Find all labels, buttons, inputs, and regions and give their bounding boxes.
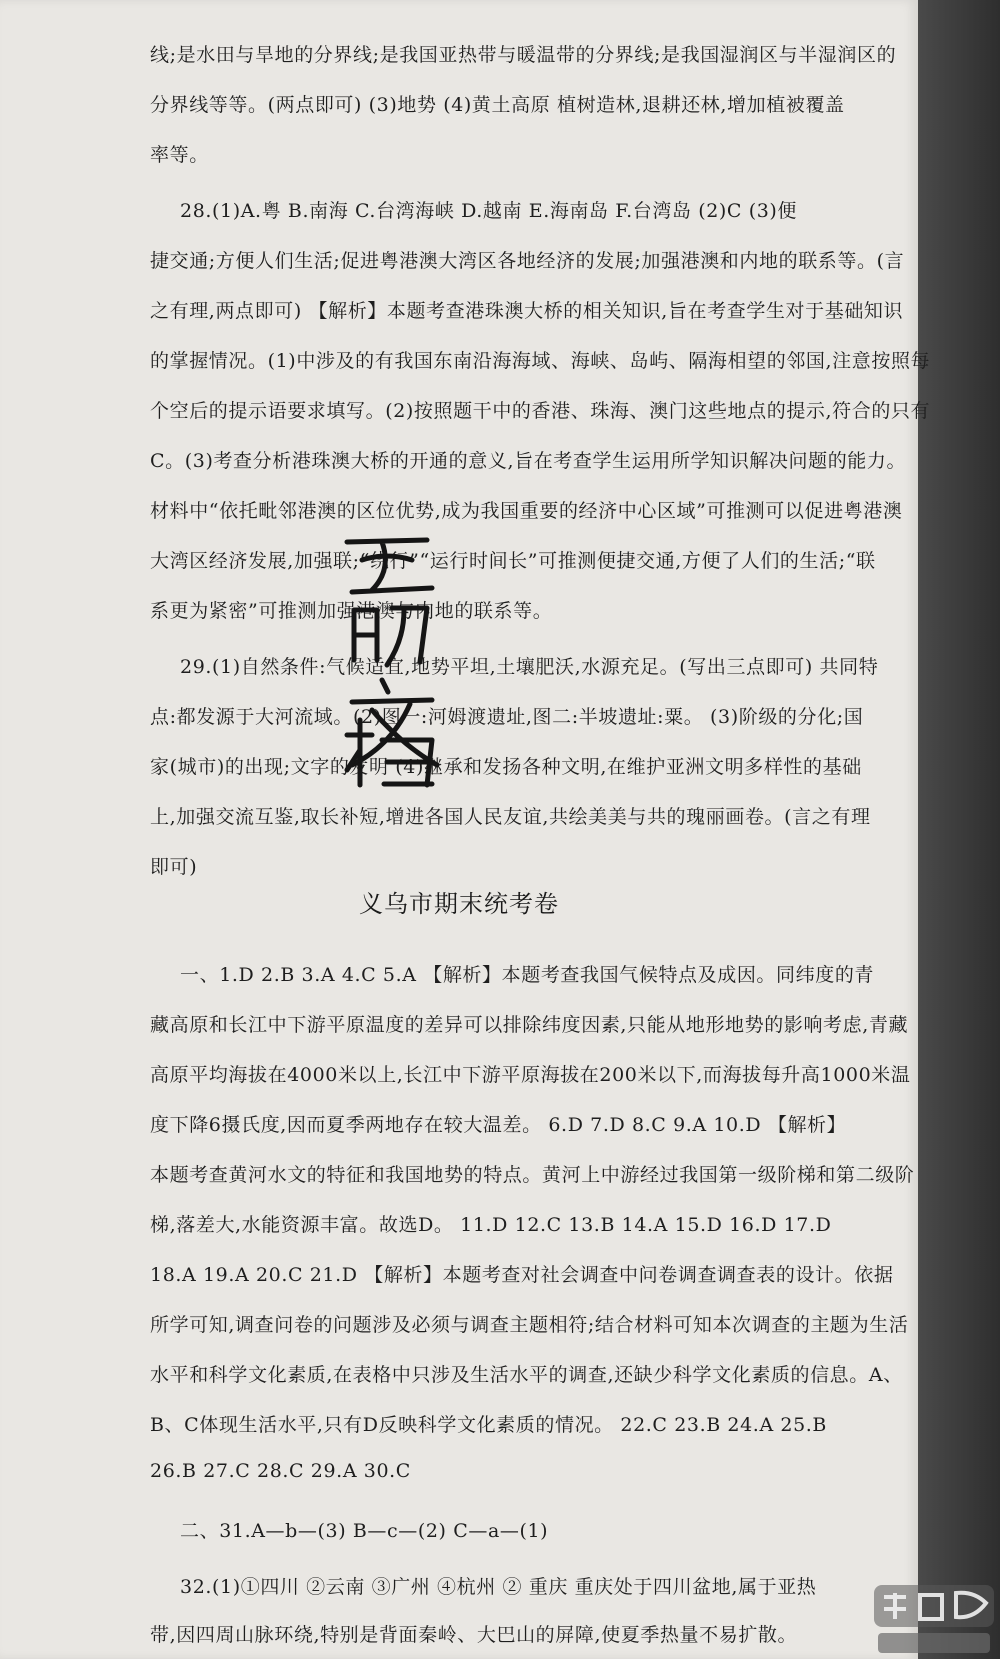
text-line: 度下降6摄氏度,因而夏季两地存在较大温差。 6.D 7.D 8.C 9.A 10.D 【解析】 — [150, 1114, 847, 1136]
text-line: 家(城市)的出现;文字的发明 (4)继承和发扬各种文明,在维护亚洲文明多样性的基础 — [150, 756, 862, 778]
text-line: 二、31.A—b—(3) B—c—(2) C—a—(1) — [180, 1520, 549, 1542]
text-line: 带,因四周山脉环绕,特别是背面秦岭、大巴山的屏障,使夏季热量不易扩散。 — [150, 1624, 798, 1646]
text-line: 的掌握情况。(1)中涉及的有我国东南沿海海域、海峡、岛屿、隔海相望的邻国,注意按照每 — [150, 350, 931, 372]
text-line: 水平和科学文化素质,在表格中只涉及生活水平的调查,还缺少科学文化素质的信息。A、 — [150, 1364, 903, 1386]
text-line: 本题考查黄河水文的特征和我国地势的特点。黄河上中游经过我国第一级阶梯和第二级阶 — [150, 1164, 915, 1186]
text-line: 梯,落差大,水能资源丰富。故选D。 11.D 12.C 13.B 14.A 15.D 16.D 17.D — [150, 1214, 832, 1236]
text-line: 藏高原和长江中下游平原温度的差异可以排除纬度因素,只能从地形地势的影响考虑,青藏 — [150, 1014, 909, 1036]
section-title: 义乌市期末统考卷 — [359, 890, 559, 918]
text-line: B、C体现生活水平,只有D反映科学文化素质的情况。 22.C 23.B 24.A 25.B — [150, 1414, 827, 1436]
text-line: 上,加强交流互鉴,取长补短,增进各国人民友谊,共绘美美与共的瑰丽画卷。(言之有理 — [150, 806, 871, 828]
text-line: 大湾区经济发展,加强联;“绕行”“运行时间长”可推测便捷交通,方便了人们的生活;“联 — [150, 550, 876, 572]
text-line: 线;是水田与旱地的分界线;是我国亚热带与暖温带的分界线;是我国湿润区与半湿润区的 — [150, 44, 897, 66]
text-line: 个空后的提示语要求填写。(2)按照题干中的香港、珠海、澳门这些地点的提示,符合的只有 — [150, 400, 931, 422]
text-line: 所学可知,调查问卷的问题涉及必须与调查主题相符;结合材料可知本次调查的主题为生活 — [150, 1314, 909, 1336]
text-line: 率等。 — [150, 144, 209, 166]
text-line: 点:都发源于大河流域。(2)图一:河姆渡遗址,图二:半坡遗址:粟。 (3)阶级的分化;国 — [150, 706, 864, 728]
text-line: 系更为紧密”可推测加强港澳与内地的联系等。 — [150, 600, 553, 622]
text-line: 18.A 19.A 20.C 21.D 【解析】本题考查对社会调查中问卷调查调查表的设计。依据 — [150, 1264, 894, 1286]
text-line: 32.(1)①四川 ②云南 ③广州 ④杭州 ② 重庆 重庆处于四川盆地,属于亚热 — [180, 1576, 817, 1598]
text-line: 分界线等等。(两点即可) (3)地势 (4)黄土高原 植树造林,退耕还林,增加植被覆盖 — [150, 94, 845, 116]
text-line: 之有理,两点即可) 【解析】本题考查港珠澳大桥的相关知识,旨在考查学生对于基础知识 — [150, 300, 904, 322]
text-line: 捷交通;方便人们生活;促进粤港澳大湾区各地经济的发展;加强港澳和内地的联系等。(言 — [150, 250, 905, 272]
text-line: 28.(1)A.粤 B.南海 C.台湾海峡 D.越南 E.海南岛 F.台湾岛 (2)C (3)便 — [180, 200, 798, 222]
scan-edge — [918, 0, 1000, 1659]
text-line: 即可) — [150, 856, 198, 878]
text-line: 一、1.D 2.B 3.A 4.C 5.A 【解析】本题考查我国气候特点及成因。同纬度的青 — [180, 964, 875, 986]
text-line: 29.(1)自然条件:气候适宜,地势平坦,土壤肥沃,水源充足。(写出三点即可) 共同特 — [180, 656, 879, 678]
text-line: 26.B 27.C 28.C 29.A 30.C — [150, 1460, 411, 1482]
text-line: 高原平均海拔在4000米以上,长江中下游平原海拔在200米以下,而海拔每升高1000米温 — [150, 1064, 911, 1086]
text-line: 材料中“依托毗邻港澳的区位优势,成为我国重要的经济中心区域”可推测可以促进粤港澳 — [150, 500, 903, 522]
text-line: C。(3)考查分析港珠澳大桥的开通的意义,旨在考查学生运用所学知识解决问题的能力。 — [150, 450, 907, 472]
